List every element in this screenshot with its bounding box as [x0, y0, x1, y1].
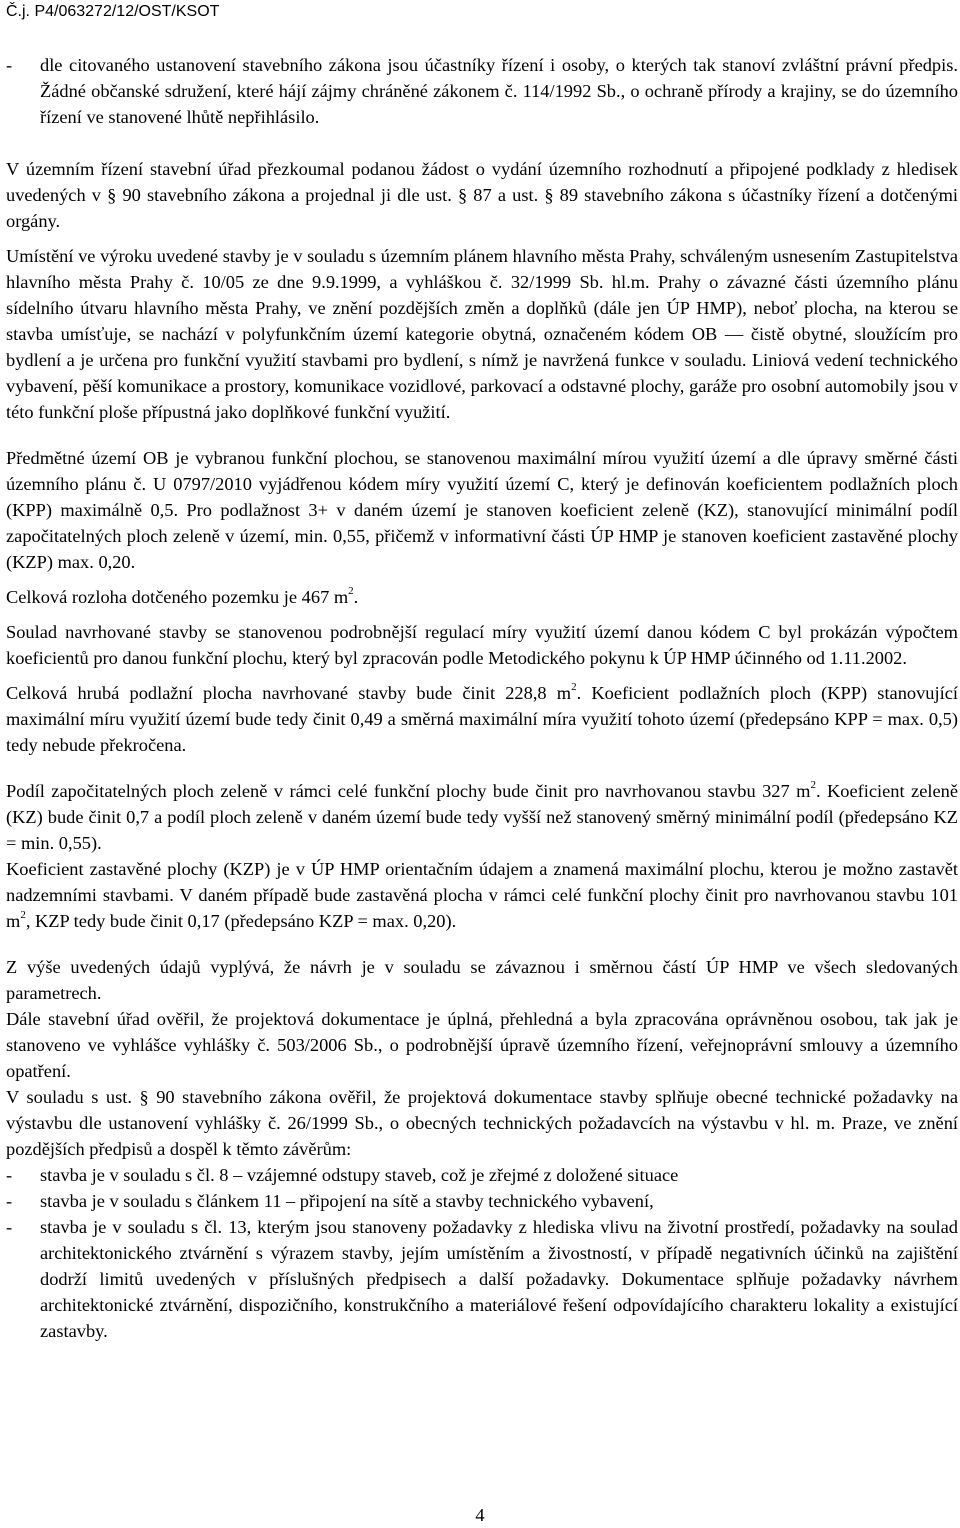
paragraph-summary: Z výše uvedených údajů vyplývá, že návrh je v souladu se závaznou i směrnou částí ÚP HMP ve všech sledovaných parametrech.: [6, 957, 958, 1003]
paragraph-compliance: Soulad navrhované stavby se stanovenou podrobnější regulací míry využití území danou kódem C byl prokázán výpočtem koeficientů pro danou funkční plochu, který byl zpracován podle Metodického pokynu k ÚP HMP účinného od 1.11.2002.: [6, 622, 958, 668]
kpp-sup: 2: [571, 681, 577, 693]
conclusion-item: [6, 1162, 958, 1188]
conclusion-text: stavba je v souladu s čl. 13, kterým jsou stanoveny požadavky z hlediska vlivu na životní prostředí, požadavky na soulad architektonického ztvárnění s výrazem stavby, jejím umístěním a živostností, v případě negativních účinků na zajištění dodrží limitů uvedených v příslušných předpisech a další požadavky. Dokumentace splňuje požadavky návrhem architektonické ztvárnění, dispozičního, konstrukčního a materiálové řešení odpovídajícího charakteru lokality a existující zastavby.: [40, 1217, 958, 1341]
kzp-sup: 2: [20, 909, 26, 921]
list-dash: -: [6, 1165, 13, 1185]
intro-list-text: dle citovaného ustanovení stavebního zákona jsou účastníky řízení i osoby, o kterých tak stanoví zvláštní právní předpis. Žádné občanské sdružení, které hájí zájmy chráněné zákonem č. 114/1992 Sb., o ochraně přírody a krajiny, se do územního řízení ve stanovené lhůtě nepřihlásilo.: [40, 55, 958, 127]
paragraph-documentation: Dále stavební úřad ověřil, že projektová dokumentace je úplná, přehledná a byla zpracována oprávněnou osobou, tak jak je stanoveno ve vyhlášce vyhlášky č. 503/2006 Sb., o podrobnější úpravě územního řízení, veřejnoprávní smlouvy a územního opatření.: [6, 1009, 958, 1081]
conclusion-text: stavba je v souladu s čl. 8 – vzájemné odstupy staveb, což je zřejmé z doložené situace: [40, 1165, 679, 1185]
plot-area-sup: 2: [348, 585, 354, 597]
document-body: [6, 52, 958, 1344]
kpp-text-b: . Koeficient podlažních ploch (KPP) stanovující maximální míru využití území bude tedy činit 0,49 a směrná maximální míra využití tohoto území (předepsáno KPP = max. 0,5) tedy nebude překročena.: [6, 683, 958, 755]
list-dash: -: [6, 55, 13, 75]
kz-text-b: . Koeficient zeleně (KZ) bude činit 0,7 a podíl ploch zeleně v daném území bude tedy vyšší než stanovený směrný minimální podíl (předepsáno KZ = min. 0,55).: [6, 781, 958, 853]
paragraph-review: V územním řízení stavební úřad přezkoumal podanou žádost o vydání územního rozhodnutí a připojené podklady z hledisek uvedených v § 90 stavebního zákona a projednal ji dle ust. § 87 a ust. § 89 stavebního zákona s účastníky řízení a dotčenými orgány.: [6, 159, 958, 231]
paragraph-area-ob: Předmětné území OB je vybranou funkční plochou, se stanovenou maximální mírou využití území a dle úpravy směrné části územního plánu č. U 0797/2010 vyjádřenou kódem míry využití území C, který je definován koeficientem podlažních ploch (KPP) maximálně 0,5. Pro podlažnost 3+ v daném území je stanoven koeficient zeleně (KZ), stanovující minimální podíl započitatelných ploch zeleně v území, min. 0,55, přičemž v informativní části ÚP HMP je stanoven koeficient zastavěné plochy (KZP) max. 0,20.: [6, 448, 958, 572]
document-reference: Č.j. P4/063272/12/OST/KSOT: [6, 3, 220, 20]
paragraph-kzp: [6, 856, 958, 934]
kz-sup: 2: [810, 779, 816, 791]
conclusion-item: [6, 1188, 958, 1214]
list-dash: -: [6, 1191, 13, 1211]
kzp-text-b: , KZP tedy bude činit 0,17 (předepsáno KZP = max. 0,20).: [25, 911, 457, 931]
kz-text-a: Podíl započitatelných ploch zeleně v rámci celé funkční plochy bude činit pro navrhovanou stavbu 327 m: [6, 781, 811, 801]
paragraph-plot-area: [6, 584, 958, 610]
page-number: 4: [475, 1505, 485, 1525]
kpp-text-a: Celková hrubá podlažní plocha navrhované stavby bude činit 228,8 m: [6, 683, 572, 703]
paragraph-zoning-plan: Umístění ve výroku uvedené stavby je v souladu s územním plánem hlavního města Prahy, schváleným usnesením Zastupitelstva hlavního města Prahy č. 10/05 ze dne 9.9.1999, a vyhláškou č. 32/1999 Sb. hl.m. Prahy o závazné části územního plánu sídelního útvaru hlavního města Prahy, ve znění pozdějších změn a doplňků (dále jen ÚP HMP), neboť plocha, na kterou se stavba umísťuje, se nachází v polyfunkčním území kategorie obytná, označeném kódem OB — čistě obytné, sloužícím pro bydlení a je určena pro funkční využití stavbami pro bydlení, s nímž je navržená funkce v souladu. Liniová vedení technického vybavení, pěší komunikace a prostory, komunikace vozidlové, parkovací a odstavné plochy, garáže pro osobní automobily jsou v této funkční ploše přípustná jako doplňkové funkční využití.: [6, 246, 958, 422]
paragraph-kz: [6, 778, 958, 856]
paragraph-kpp: [6, 680, 958, 758]
paragraph-technical-requirements: V souladu s ust. § 90 stavebního zákona ověřil, že projektová dokumentace stavby splňuje obecné technické požadavky na výstavbu dle ustanovení vyhlášky č. 26/1999 Sb., o obecných technických požadavcích na výstavbu v hl. m. Praze, ve znění pozdějších předpisů a dospěl k těmto závěrům:: [6, 1087, 958, 1159]
conclusion-text: stavba je v souladu s článkem 11 – připojení na sítě a stavby technického vybavení,: [40, 1191, 654, 1211]
intro-list-item: [6, 52, 958, 130]
list-dash: -: [6, 1217, 13, 1237]
kzp-text-a: Koeficient zastavěné plochy (KZP) je v ÚP HMP orientačním údajem a znamená maximální plochu, kterou je možno zastavět nadzemními stavbami. V daném případě bude zastavěná plocha v rámci celé funkční plochy činit pro navrhovanou stavbu 101 m: [6, 859, 958, 931]
conclusion-item: [6, 1214, 958, 1344]
plot-area-end: .: [353, 587, 359, 607]
plot-area-text: Celková rozloha dotčeného pozemku je 467 m: [6, 587, 349, 607]
